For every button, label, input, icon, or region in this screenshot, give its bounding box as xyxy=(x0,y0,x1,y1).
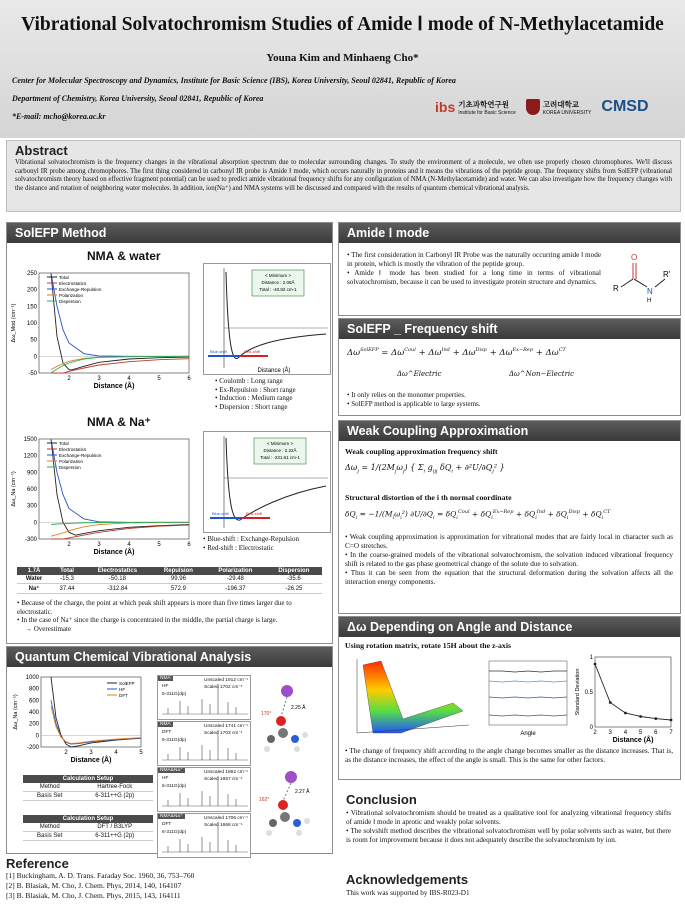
y-tick-label: 250 xyxy=(26,271,37,277)
nma-na-subtitle: NMA & Na⁺ xyxy=(87,415,151,429)
y-tick-label: 900 xyxy=(26,470,37,477)
water-energy-chart xyxy=(9,267,197,395)
y-axis-label: Δω_Na (cm⁻¹) xyxy=(11,471,17,507)
legend-label: Dispersion xyxy=(59,465,81,470)
x-axis-label: Distance (Å) xyxy=(93,383,135,390)
qc-heading: Quantum Chemical Vibrational Analysis xyxy=(7,647,332,667)
nonelectric-label: Δω^Non−Electric xyxy=(509,370,575,378)
authors: Youna Kim and Minhaeng Cho* xyxy=(266,52,419,64)
ack-section xyxy=(338,872,679,908)
spectrum-panel xyxy=(157,721,251,766)
y-tick-label: 0 xyxy=(589,725,593,731)
spectrum-panel xyxy=(157,675,251,720)
spectrum-unscaled: Unscaled 1706 cm⁻¹ xyxy=(204,816,248,821)
spectrum-method: HF xyxy=(162,776,169,781)
y-tick-label: 1000 xyxy=(25,675,39,681)
spectrum-basis: 6-311G(dp) xyxy=(162,738,187,743)
legend-label: Dispersion xyxy=(59,299,81,304)
angle-section xyxy=(338,616,681,780)
legend-label: Polarization xyxy=(59,293,84,298)
y-tick-label: 800 xyxy=(28,686,39,693)
range-list xyxy=(215,377,296,411)
weak-heading: Weak Coupling Approximation xyxy=(339,421,680,441)
y-tick-label: 0.5 xyxy=(584,690,593,696)
water-total-chart xyxy=(203,263,331,375)
spectrum-unscaled: Unscaled 1741 cm⁻¹ xyxy=(204,724,248,729)
conclusion-bullets xyxy=(338,807,679,847)
x-axis-label: Distance (Å) xyxy=(612,737,654,744)
legend-label: Exchange-Repulsion xyxy=(59,453,102,458)
conclusion-bullet: • Vibrational solvatochromism should be treated as a qualitative tool for analyzing vibrational frequency shifts of amide Ⅰ mode in aprotic and weakly polar solvents. xyxy=(346,809,671,826)
conclusion-bullet: • The solvshift method describes the vibrational solvatochromism well by polar solvents such as water, but there is room for improvement because it does not adequately describe the solvatochromism by ion. xyxy=(346,827,671,844)
weak-equation-2: $\delta Q_i = -1/(M_i\omega_i^2) \partial U/\partial Q_i = \delta Q_i^{Coul} + \delta Q_i^{Ex-Rep} + \delta Q_i^{Ind} + \delta Q_i^{Disp} + \delta Q_i^{CT}$ xyxy=(345,509,611,521)
freq-section xyxy=(338,318,681,416)
qc-chart xyxy=(11,673,151,773)
spectrum-basis: 6-311G(dp) xyxy=(162,692,187,697)
amide-section xyxy=(338,222,681,316)
abstract-heading: Abstract xyxy=(15,143,68,158)
min-box2-title: < Minimum > xyxy=(266,441,294,446)
amide-bullet-1: • The first consideration in Carbonyl IR Probe was the naturally occurring amide Ⅰ mode in protein, which is mostly the vibration of the peptide group. xyxy=(347,251,602,268)
conclusion-section xyxy=(338,792,679,862)
min-box-title: < Minimum > xyxy=(264,273,292,278)
mol2-angle: 162° xyxy=(259,797,270,803)
solefp-section xyxy=(6,222,333,644)
reference-heading: Reference xyxy=(6,856,69,871)
spectra-column xyxy=(157,675,251,859)
data-point xyxy=(654,717,657,720)
freq-bullet: • SolEFP method is applicable to large systems. xyxy=(347,399,481,408)
data-point xyxy=(594,663,597,666)
ack-text: This work was supported by IBS-R023-D1 xyxy=(346,889,470,897)
x-tick-label: 6 xyxy=(187,542,191,548)
abstract-text: Vibrational solvatochromism is the frequency changes in the vibrational absorption spectrum due to molecular surrounding changes. To study the environment of a molecule, we often use properly chosen chromophores. We'll discuss carbonyl IR probe among chromophores. The first thing considered in carbonyl IR probe is Amide Ⅰ mode, which occurs naturally in proteins and it means the vibrations of the peptide group. The frequency shifts from SolEFP (vibrational solvatochromism theory based on effective fragment potential) can be used to predict amide vibrational frequency shifts for any configuration of NMA (N-Methylacetamide) and water. We can also investigate how the frequency changes with the distance and rotation of neighboring water molecules. In addition, ion(Na⁺) and NMA systems will be discussed and compared with the results of quantum chemical vibrational analysis. xyxy=(15,159,672,192)
svg-text:O: O xyxy=(631,253,638,262)
x-tick-label: 5 xyxy=(638,730,643,736)
spectrum-method: DFT xyxy=(162,730,172,735)
ack-heading: Acknowledgements xyxy=(346,872,469,887)
comparison-table: 1.7Å Total Electrostatics Repulsion Polarization Dispersion Water -15.3 -50.18 99.96 -29.48 -35.6 Na⁺ 37.44 -312.84 572.9 -196.37 -26.25 xyxy=(17,567,322,594)
x-tick-label: 5 xyxy=(157,542,161,548)
x-tick-label: 5 xyxy=(139,750,143,756)
range-induction: • Induction : Medium range xyxy=(215,394,293,402)
na-total-chart xyxy=(203,431,331,533)
y-tick-label: 150 xyxy=(26,304,37,311)
nma-water-subtitle: NMA & water xyxy=(87,249,161,263)
weak-equation-1: $\Delta\omega_j = 1/(2M_j\omega_j)$ { $\Sigma_i$ $g_{ijj}$ $\delta Q_i + \partial^2U/\partial Q_j^2$ } xyxy=(345,463,505,475)
spectrum-scaled: Scaled 1702 cm⁻¹ xyxy=(204,685,243,690)
min-box2-distance: Distance : 2.22Å xyxy=(263,448,297,453)
svg-text:N: N xyxy=(647,287,653,296)
weak-subtitle-2: Structural distortion of the i th normal coordinate xyxy=(345,493,512,502)
korea-university-logo: 고려대학교 KOREA UNIVERSITY xyxy=(526,99,592,116)
x-tick-label: 2 xyxy=(67,542,71,548)
angle-line-plot xyxy=(477,657,571,737)
red-shift-label: Red-shift xyxy=(244,349,261,354)
svg-text:R': R' xyxy=(663,270,671,279)
affiliation-2: Department of Chemistry, Korea University, Seoul 02841, Republic of Korea xyxy=(12,94,264,103)
x-tick-label: 4 xyxy=(623,730,628,736)
mol1-distance: 2.25 Å xyxy=(291,705,306,711)
y-tick-label: 1200 xyxy=(23,453,37,460)
mol1-angle: 170° xyxy=(261,711,272,717)
spectrum-basis: 6-311G(dp) xyxy=(162,830,187,835)
freq-bullet: • It only relies on the monomer properties. xyxy=(347,391,466,399)
shift-red: • Red-shift : Electrostatic xyxy=(203,543,274,552)
qc-section xyxy=(6,646,333,854)
y-tick-label: 200 xyxy=(28,721,39,728)
x-tick-label: 4 xyxy=(114,750,118,756)
hf-setup-table: Calculation Setup Method Hartree-Fock Basis Set 6-311++G (2p) xyxy=(23,775,153,801)
legend-label: Exchange-Repulsion xyxy=(59,287,102,292)
y-tick-label: 50 xyxy=(30,337,37,344)
abstract-section xyxy=(6,140,681,212)
y-tick-label: -50 xyxy=(28,371,37,377)
y-tick-label: 100 xyxy=(26,321,37,327)
legend-label: Electrostatics xyxy=(59,447,87,452)
reference-item: [1] Buckingham, A. D. Trans. Faraday Soc. 1960, 36, 753–760 xyxy=(6,871,195,880)
shift-list xyxy=(203,535,299,552)
x-tick-label: 2 xyxy=(64,750,68,756)
data-point xyxy=(639,715,642,718)
email: *E-mail: mcho@korea.ac.kr xyxy=(12,112,106,121)
x-tick-label: 3 xyxy=(89,750,93,756)
weak-bullet: • Weak coupling approximation is approximation for vibrational modes that are fairly local in character such as C=O stretches. xyxy=(345,533,673,550)
y-tick-label: 600 xyxy=(26,487,37,493)
spectrum-method: DFT xyxy=(162,822,172,827)
spectrum-panel xyxy=(157,767,251,812)
x-axis-label: Distance (Å) xyxy=(93,549,135,556)
spectrum-scaled: Scaled 1657 cm⁻¹ xyxy=(204,777,243,782)
x-tick-label: 6 xyxy=(654,730,658,736)
x-tick-label: 4 xyxy=(127,376,131,382)
spectrum-tag: NMA&Na⁺ xyxy=(160,768,183,773)
legend-label: Total xyxy=(59,275,69,280)
legend-label: SolEFP xyxy=(119,681,135,686)
amide-bullet-2: • Amide Ⅰ mode has been studied for a long time in terms of vibrational solvatochromism, because it can be used to investigate protein structure and dynamics. xyxy=(347,269,601,286)
na-energy-chart xyxy=(9,433,197,561)
cmsd-logo: CMSD xyxy=(601,98,649,115)
surface-3d-plot xyxy=(343,655,473,739)
y-tick-label: 1500 xyxy=(23,437,37,443)
x-tick-label: 3 xyxy=(97,376,101,382)
table-row: Na⁺ 37.44 -312.84 572.9 -196.37 -26.25 xyxy=(17,584,322,594)
legend-label: Polarization xyxy=(59,459,84,464)
spectrum-basis: 6-311G(dp) xyxy=(162,784,187,789)
x-tick-label: 5 xyxy=(157,376,161,382)
min-box-distance: Distance : 2.08Å xyxy=(261,280,295,285)
min-box2-total: Total : -231.61 cm-1 xyxy=(260,455,300,460)
data-point xyxy=(670,719,673,722)
x-tick-label: 4 xyxy=(127,542,131,548)
note-2: • In the case of Na⁺ since the charge is concentrated in the middle, the partial charge is large. xyxy=(17,616,278,624)
y-tick-label: 1 xyxy=(589,655,593,661)
amide-heading: Amide Ⅰ mode xyxy=(339,223,680,243)
freq-heading: SolEFP _ Frequency shift xyxy=(339,319,680,339)
table-row: Water -15.3 -50.18 99.96 -29.48 -35.6 xyxy=(17,575,322,584)
amide-bullets xyxy=(347,251,601,287)
poster-header xyxy=(0,0,685,138)
shift-blue: • Blue-shift : Exchange-Repulsion xyxy=(203,535,299,543)
weak-section xyxy=(338,420,681,614)
y-tick-label: -200 xyxy=(26,745,39,751)
angle-heading: Δω Depending on Angle and Distance xyxy=(339,617,680,637)
spectrum-tag: NMA&Na⁺ xyxy=(160,814,183,819)
electric-label: Δω^Electric xyxy=(397,370,442,378)
weak-bullets xyxy=(345,533,673,587)
x-tick-label: 3 xyxy=(97,542,101,548)
y-axis-label: Δω_Mod (cm⁻¹) xyxy=(11,303,17,343)
x-tick-label: 6 xyxy=(187,376,191,382)
std-dev-chart xyxy=(573,653,677,749)
y-tick-label: 300 xyxy=(26,503,37,510)
x-tick-label: 7 xyxy=(669,730,673,736)
overestimate-note: → Overestimate xyxy=(25,624,72,633)
y-tick-label: 0 xyxy=(35,733,39,740)
spectrum-method: HF xyxy=(162,684,169,689)
x-tick-label: 2 xyxy=(593,730,597,736)
total1-xlabel: Distance (Å) xyxy=(257,368,291,374)
range-dispersion: • Dispersion : Short range xyxy=(215,402,288,411)
legend-label: Total xyxy=(59,441,69,446)
reference-list xyxy=(6,871,331,901)
plot-area xyxy=(41,677,141,747)
weak-bullet: • In the coarse-grained models of the vibrational solvatochromism, the solvation induced vibrational frequency shift is related to the gas phase geometrical change of the solute due to solvation. xyxy=(345,551,673,568)
ibs-logo: ibs 기초과학연구원 Institute for Basic Science xyxy=(435,99,516,116)
legend-label: Electrostatics xyxy=(59,281,87,286)
x-tick-label: 3 xyxy=(608,730,612,736)
reference-item: [3] B. Blasiak, M. Cho, J. Chem. Phys, 2015, 143, 164111 xyxy=(6,891,181,900)
blue-shift-label: Blue-shift xyxy=(210,349,227,354)
solefp-heading: SolEFP Method xyxy=(7,223,332,243)
x-tick-label: 2 xyxy=(67,376,71,382)
min-box-total: Total : -40.82 cm-1 xyxy=(259,287,297,292)
solefp-notes xyxy=(17,599,322,633)
affiliation-1: Center for Molecular Spectroscopy and Dynamics, Institute for Basic Science (IBS), Korea University, Seoul 02841, Republic of Korea xyxy=(12,76,456,85)
angle-bullet: • The change of frequency shift according to the angle change becomes smaller as the distance increases. That is, as the distance increases, the effect of the angle is small. This is the same for other factors. xyxy=(345,747,673,764)
reference-item: [2] B. Blasiak, M. Cho, J. Chem. Phys, 2014, 140, 164107 xyxy=(6,881,182,890)
y-axis-label: Δω_Na (cm⁻¹) xyxy=(13,694,19,730)
y-tick-label: 0 xyxy=(33,520,37,527)
spectrum-unscaled: Unscaled 1912 cm⁻¹ xyxy=(204,678,248,683)
y-axis-label: Standard Deviation xyxy=(575,668,581,716)
reference-section xyxy=(6,856,331,908)
range-exrep: • Ex-Repulsion : Short range xyxy=(215,385,296,394)
weak-subtitle-1: Weak coupling approximation frequency shift xyxy=(345,447,498,456)
weak-bullet: • Thus it can be seen from the equation that the structural deformation during the solvation affects all the interaction energy components. xyxy=(345,569,673,586)
svg-text:H: H xyxy=(647,298,652,304)
legend-label: DFT xyxy=(119,693,128,698)
angle-subtitle: Using rotation matrix, rotate 15H about the z-axis xyxy=(345,641,512,650)
dft-setup-table: Calculation Setup Method DFT / B3LYP Basis Set 6-311++G (2p) xyxy=(23,815,153,841)
y-tick-label: 400 xyxy=(28,710,39,716)
spectrum-unscaled: Unscaled 1862 cm⁻¹ xyxy=(204,770,248,775)
spectrum-panel xyxy=(157,813,251,858)
freq-bullets xyxy=(347,391,481,408)
red-shift-label-2: Red-shift xyxy=(246,511,263,516)
spectrum-scaled: Scaled 1703 cm⁻¹ xyxy=(204,731,243,736)
qc-molecules xyxy=(257,677,327,847)
poster-title: Vibrational Solvatochromism Studies of Amide Ⅰ mode of N-Methylacetamide xyxy=(21,14,664,35)
y-tick-label: 200 xyxy=(26,287,37,294)
spectrum-scaled: Scaled 1668 cm⁻¹ xyxy=(204,823,243,828)
data-point xyxy=(624,712,627,715)
svg-text:R: R xyxy=(613,284,619,293)
spectrum-tag: NMA xyxy=(160,722,171,727)
y-tick-label: -300 xyxy=(24,537,37,543)
range-coulomb: • Coulomb : Long range xyxy=(215,377,283,385)
freq-equation: $\Delta\omega^{SolEFP} = \Delta\omega^{Coul} + \Delta\omega^{Ind} + \Delta\omega^{Disp} + \Delta\omega^{Ex-Rep} + \Delta\omega^{CT}$ xyxy=(347,347,566,358)
legend-label: HF xyxy=(119,687,126,692)
logo-row xyxy=(435,96,649,118)
blue-shift-label-2: Blue-shift xyxy=(212,511,229,516)
y-tick-label: 0 xyxy=(33,354,37,361)
mol2-distance: 2.27 Å xyxy=(295,789,310,795)
x-axis-label: Distance (Å) xyxy=(70,757,112,764)
amide-structure xyxy=(607,249,677,309)
spectrum-tag: NMA xyxy=(160,676,171,681)
note-1: • Because of the charge, the point at which peak shift appears is more than five times larger due to electrostatic. xyxy=(17,599,292,616)
y-tick-label: 600 xyxy=(28,698,39,705)
angle-xlabel: Angle xyxy=(520,731,536,737)
conclusion-heading: Conclusion xyxy=(346,792,417,807)
data-point xyxy=(609,701,612,704)
